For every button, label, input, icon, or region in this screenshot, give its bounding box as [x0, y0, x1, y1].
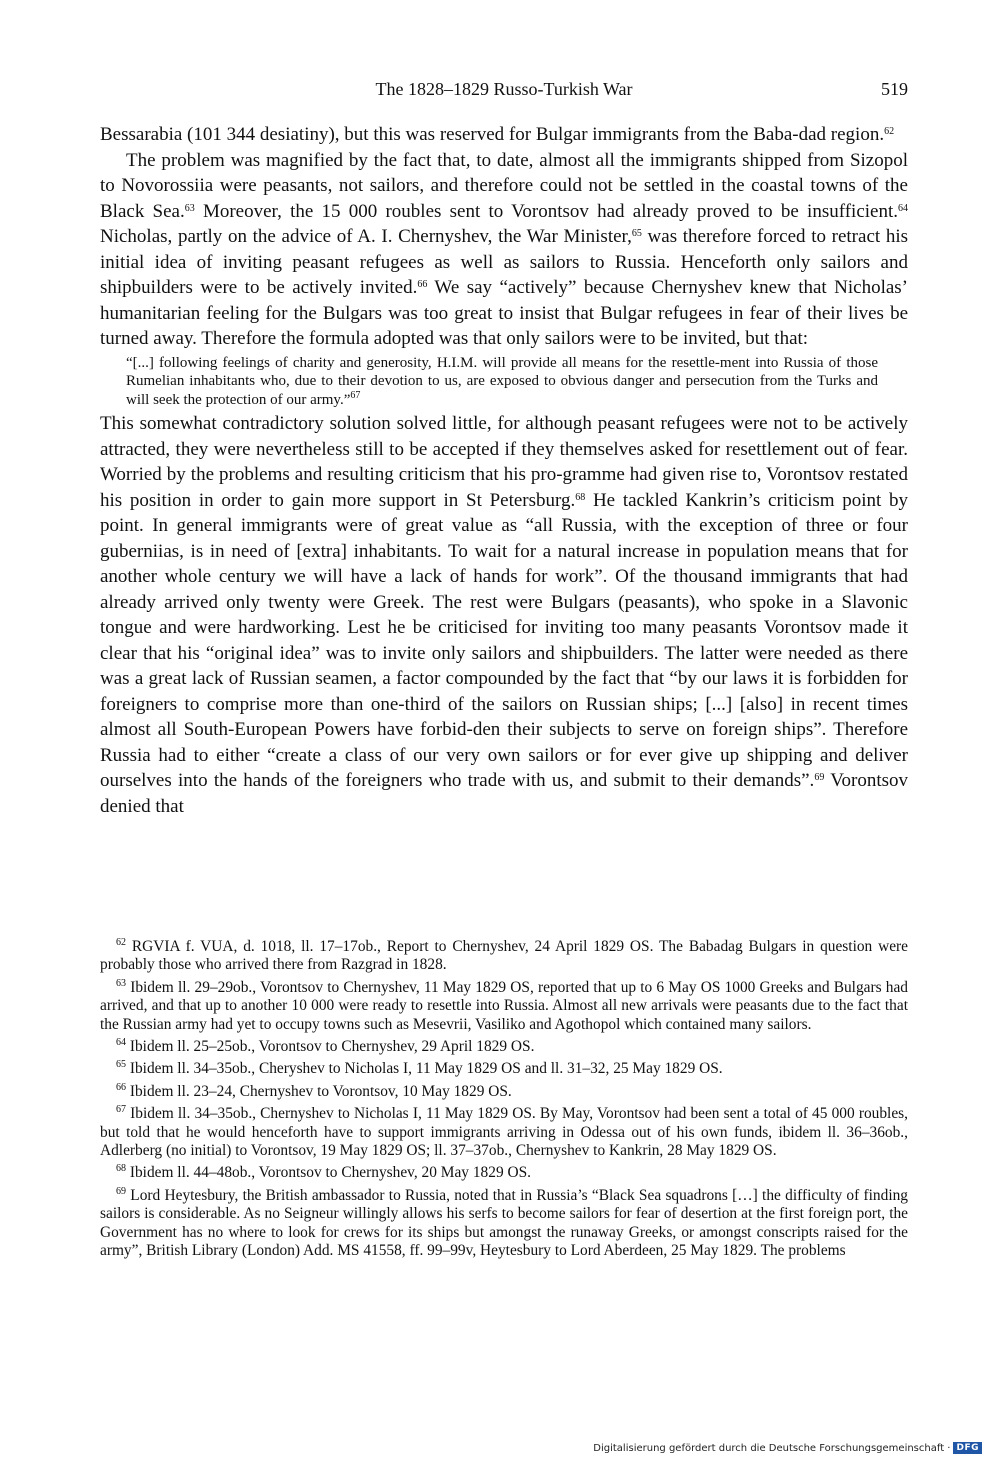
- dfg-logo-icon: DFG: [953, 1442, 982, 1454]
- footnote-ref-67[interactable]: 67: [350, 389, 361, 401]
- footnote-62: $^{62}$ RGVIA f. VUA, d. 1018, ll. 17–17ob., Report to Chernyshev, 24 April 1829 OS. The Babadag Bulgars in question were probably those who arrived there from Razgrad in 1828.: [100, 937, 908, 974]
- block-quote: “[...] following feelings of charity and generosity, H.I.M. will provide all means for the resettle-ment into Russia of those Rumelian inhabitants who, due to their devotion to us, are exposed to obvious danger and persecution from the Turks and will seek the protection of our army.”$^{67}$: [126, 354, 878, 408]
- running-head-title: The 1828–1829 Russo-Turkish War: [375, 79, 633, 99]
- footnote-ref-64[interactable]: 64: [898, 202, 908, 214]
- footnote-64: $^{64}$ Ibidem ll. 25–25ob., Vorontsov to Chernyshev, 29 April 1829 OS.: [116, 1037, 535, 1056]
- footnote-65: $^{65}$ Ibidem ll. 34–35ob., Cheryshev to Nicholas I, 11 May 1829 OS and ll. 31–32, 25 May 1829 OS.: [116, 1059, 723, 1078]
- footnote-ref-66[interactable]: 66: [417, 279, 428, 290]
- digitization-footer: [593, 1442, 982, 1454]
- footnotes: [100, 938, 908, 1265]
- footnote-ref-68[interactable]: 68: [575, 491, 586, 503]
- paragraph-1: Bessarabia (101 344 desiatiny), but this was reserved for Bulgar immigrants from the Baba-dad region.$^{62}$: [100, 124, 895, 145]
- page-number: 519: [881, 79, 908, 99]
- footnote-66: $^{66}$ Ibidem ll. 23–24, Chernyshev to Vorontsov, 10 May 1829 OS.: [116, 1081, 512, 1100]
- footer-text: Digitalisierung gefördert durch die Deutsche Forschungsgemeinschaft ·: [593, 1442, 951, 1454]
- footnote-63: $^{63}$ Ibidem ll. 29–29ob., Vorontsov to Chernyshev, 11 May 1829 OS, reported that up to 6 May OS 1000 Greeks and Bulgars had arrived, and that up to another 10 000 were ready to resettle into Russia. Almost all new arrivals were peasants due to the fact that the Russian army had yet to occupy towns such as Mesevrii, Vasiliko and Agothopol which contained many sailors.: [100, 977, 908, 1033]
- footnote-ref-65[interactable]: 65: [631, 228, 642, 239]
- running-head: [100, 74, 908, 104]
- footnote-68: $^{68}$ Ibidem ll. 44–48ob., Vorontsov to Chernyshev, 20 May 1829 OS.: [116, 1163, 532, 1182]
- paragraph-3: This somewhat contradictory solution solved little, for although peasant refugees were not to be actively attracted, they were nevertheless still to be accepted if they themselves asked for resettlement out of fear. Worried by the problems and resulting criticism that his pro-gramme had given rise to, Vorontsov restated his position in order to gain more support in St Petersburg.$^{68}$ He tackled Kankrin’s criticism point by point. In general immigrants were of great value as “all Russia, with the exception of three or four guberniias, is in need of [extra] inhabitants. To wait for a natural increase in population means that for another whole century we will have a lack of hands for work”. Of the thousand immigrants that had already arrived only twenty were Greek. The rest were Bulgars (peasants), who spoke in a Slavonic tongue and were hardworking. Lest he be criticised for inviting too many peasants Vorontsov made it clear that his “original idea” was to invite only sailors and shipbuilders. The latter were needed as there was a great lack of Russian seamen, a factor compounded by the fact that “by our laws it is forbidden for foreigners to comprise more than one-third of the sailors on Russian ships; [...] [also] in recent times almost all South-European Powers have forbid-den their subjects to serve on foreign ships”. Therefore Russia had to either “create a class of our very own sailors or for ever give up shipping and deliver ourselves into the hands of the foreigners who trade with us, and submit to their demands”.$^{69}$ Vorontsov denied that: [100, 413, 909, 817]
- footnote-ref-63[interactable]: 63: [184, 202, 195, 214]
- footnote-ref-62[interactable]: 62: [884, 126, 895, 137]
- footnote-69: $^{69}$ Lord Heytesbury, the British ambassador to Russia, noted that in Russia’s “Black Sea squadrons […] the difficulty of finding sailors is considerable. As no Seigneur willingly allows his serfs to become sailors for fear of desertion at the first foreign port, the Government has no where to look for crews for its ships but amongst the runaway Greeks, or amongst conscripts raised for the army”, British Library (London) Add. MS 41558, ff. 99–99v, Heytesbury to Lord Aberdeen, 25 May 1829. The problems: [100, 1185, 908, 1260]
- footnote-ref-69[interactable]: 69: [814, 772, 825, 783]
- footnote-67: $^{67}$ Ibidem ll. 34–35ob., Chernyshev to Nicholas I, 11 May 1829 OS. By May, Vorontsov had been sent a total of 45 000 roubles, but told that he would henceforth have to support immigrants arriving in Odessa out of his own funds, ibidem ll. 36–36ob., Adlerberg (no initial) to Vorontsov, 19 May 1829 OS; ll. 37–37ob., Chernyshev to Kankrin, 28 May 1829 OS.: [100, 1104, 908, 1160]
- body-text: [100, 122, 908, 819]
- paragraph-2: The problem was magnified by the fact that, to date, almost all the immigrants shipped from Sizopol to Novorossiia were peasants, not sailors, and therefore could not be settled in the coastal towns of the Black Sea.$^{63}$ Moreover, the 15 000 roubles sent to Vorontsov had already proved to be insufficient.$^{64}$ Nicholas, partly on the advice of A. I. Chernyshev, the War Minister,$^{65}$ was therefore forced to retract his initial idea of inviting peasant refugees as well as sailors to Russia. Henceforth only sailors and shipbuilders were to be actively invited.$^{66}$ We say “actively” because Chernyshev knew that Nicholas’ humanitarian feeling for the Bulgars was too great to insist that Bulgar refugees in fear of their lives be turned away. Therefore the formula adopted was that only sailors were to be invited, but that:: [100, 149, 909, 349]
